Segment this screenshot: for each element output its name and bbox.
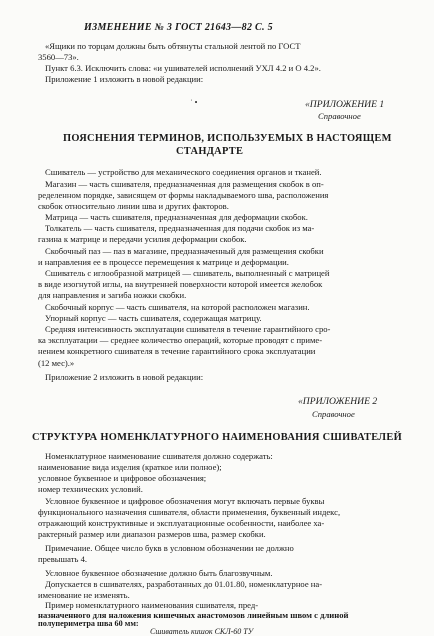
term-line: и направления ее в процессе перемещения к матрице и деформации. (38, 257, 289, 267)
page-header: ИЗМЕНЕНИЕ № 3 ГОСТ 21643—82 С. 5 (84, 22, 273, 33)
structure-line: отражающий конструктивные и эксплуатационные особенности, наиболее ха- (38, 518, 325, 528)
structure-line: функционального назначения сшивателя, области применения, буквенный индекс, (38, 507, 341, 517)
appendix-2-label: «ПРИЛОЖЕНИЕ 2 (298, 396, 378, 407)
structure-line: Допускается в сшивателях, разработанных до 01.01.80, номенклатурное на- (45, 579, 323, 589)
intro-line: 3560—73». (38, 52, 79, 62)
margin-mark: ˙ • (190, 98, 198, 107)
note-line: превышать 4. (38, 554, 88, 564)
appendix-2-status: Справочное (312, 409, 355, 419)
appendix-1-label: «ПРИЛОЖЕНИЕ 1 (305, 99, 385, 110)
term-line: нением конкретного сшивателя в течение гарантийного срока эксплуатации (38, 346, 316, 356)
term-line: ка эксплуатации — среднее количество операций, которые проводят с приме- (38, 335, 323, 345)
appendix-1-status: Справочное (318, 111, 361, 121)
example-line: назначенного для наложения кишечных анастомозов линейным швом с длиной (38, 610, 349, 620)
note-line: Примечание. Общее число букв в условном обозначении не должно (45, 543, 294, 553)
term-line: Сшиватель — устройство для механического соединения органов и тканей. (45, 167, 322, 177)
term-line: Толкатель — часть сшивателя, предназначенная для подачи скобок из ма- (45, 223, 315, 233)
structure-line: Номенклатурное наименование сшивателя должно содержать: (45, 451, 273, 461)
appendix-1-heading: СТАНДАРТЕ (176, 146, 244, 157)
example-designation: Сшиватель кишок СКЛ-60 ТУ (150, 627, 254, 636)
term-line: в виде изогнутой иглы, на внутренней поверхности которой имеется желобок (38, 279, 323, 289)
term-line: Магазин — часть сшивателя, предназначенная для размещения скобок в оп- (45, 179, 324, 189)
term-line: газина к матрице и передачи усилия деформации скобок. (38, 234, 247, 244)
intro-line: «Ящики по торцам должны быть обтянуты стальной лентой по ГОСТ (45, 41, 301, 51)
appendix-2-heading: СТРУКТУРА НОМЕНКЛАТУРНОГО НАИМЕНОВАНИЯ СШИВАТЕЛЕЙ (32, 432, 402, 443)
structure-line: именование не изменять. (38, 590, 130, 600)
example-line: полуперимeтра шва 60 мм: (38, 619, 139, 628)
term-line: Скобочный корпус — часть сшивателя, на которой расположен магазин. (45, 302, 310, 312)
term-line: Приложение 2 изложить в новой редакции: (45, 372, 204, 382)
appendix-1-heading: ПОЯСНЕНИЯ ТЕРМИНОВ, ИСПОЛЬЗУЕМЫХ В НАСТОЯЩЕМ (63, 133, 392, 144)
structure-line: наименование вида изделия (краткое или полное); (38, 462, 222, 472)
structure-line: условное буквенное и цифровое обозначения; (38, 473, 207, 483)
term-line: Матрица — часть сшивателя, предназначенная для деформации скобок. (45, 212, 308, 222)
structure-line: номер технических условий. (38, 484, 143, 494)
example-line: Пример номенклатурного наименования сшивателя, пред- (45, 600, 259, 610)
term-line: Упорный корпус — часть сшивателя, содержащая матрицу. (45, 313, 262, 323)
term-line: (12 мес).» (38, 358, 75, 368)
term-line: Сшиватель с иглообразной матрицей — сшиватель, выполненный с матрицей (45, 268, 330, 278)
intro-line: Пункт 6.3. Исключить слова: «и ушивателей исполнений УХЛ 4.2 и О 4.2». (45, 63, 321, 73)
term-line: для направления и загиба ножки скобки. (38, 290, 187, 300)
structure-line: Условное буквенное и цифровое обозначения могут включать первые буквы (45, 496, 325, 506)
structure-line: Условное буквенное обозначение должно быть благозвучным. (45, 568, 273, 578)
intro-line: Приложение 1 изложить в новой редакции: (45, 74, 204, 84)
structure-line: рактерный размер или диапазон размеров шва, размер скобки. (38, 529, 266, 539)
term-line: скобок относительно линии шва и других факторов. (38, 201, 229, 211)
term-line: Скобочный паз — паз в магазине, предназначенный для размещения скобки (45, 246, 324, 256)
term-line: Средняя интенсивность эксплуатации сшивателя в течение гарантийного сро- (45, 324, 331, 334)
term-line: ределенном порядке, зависящем от формы накладываемого шва, расположения (38, 190, 329, 200)
